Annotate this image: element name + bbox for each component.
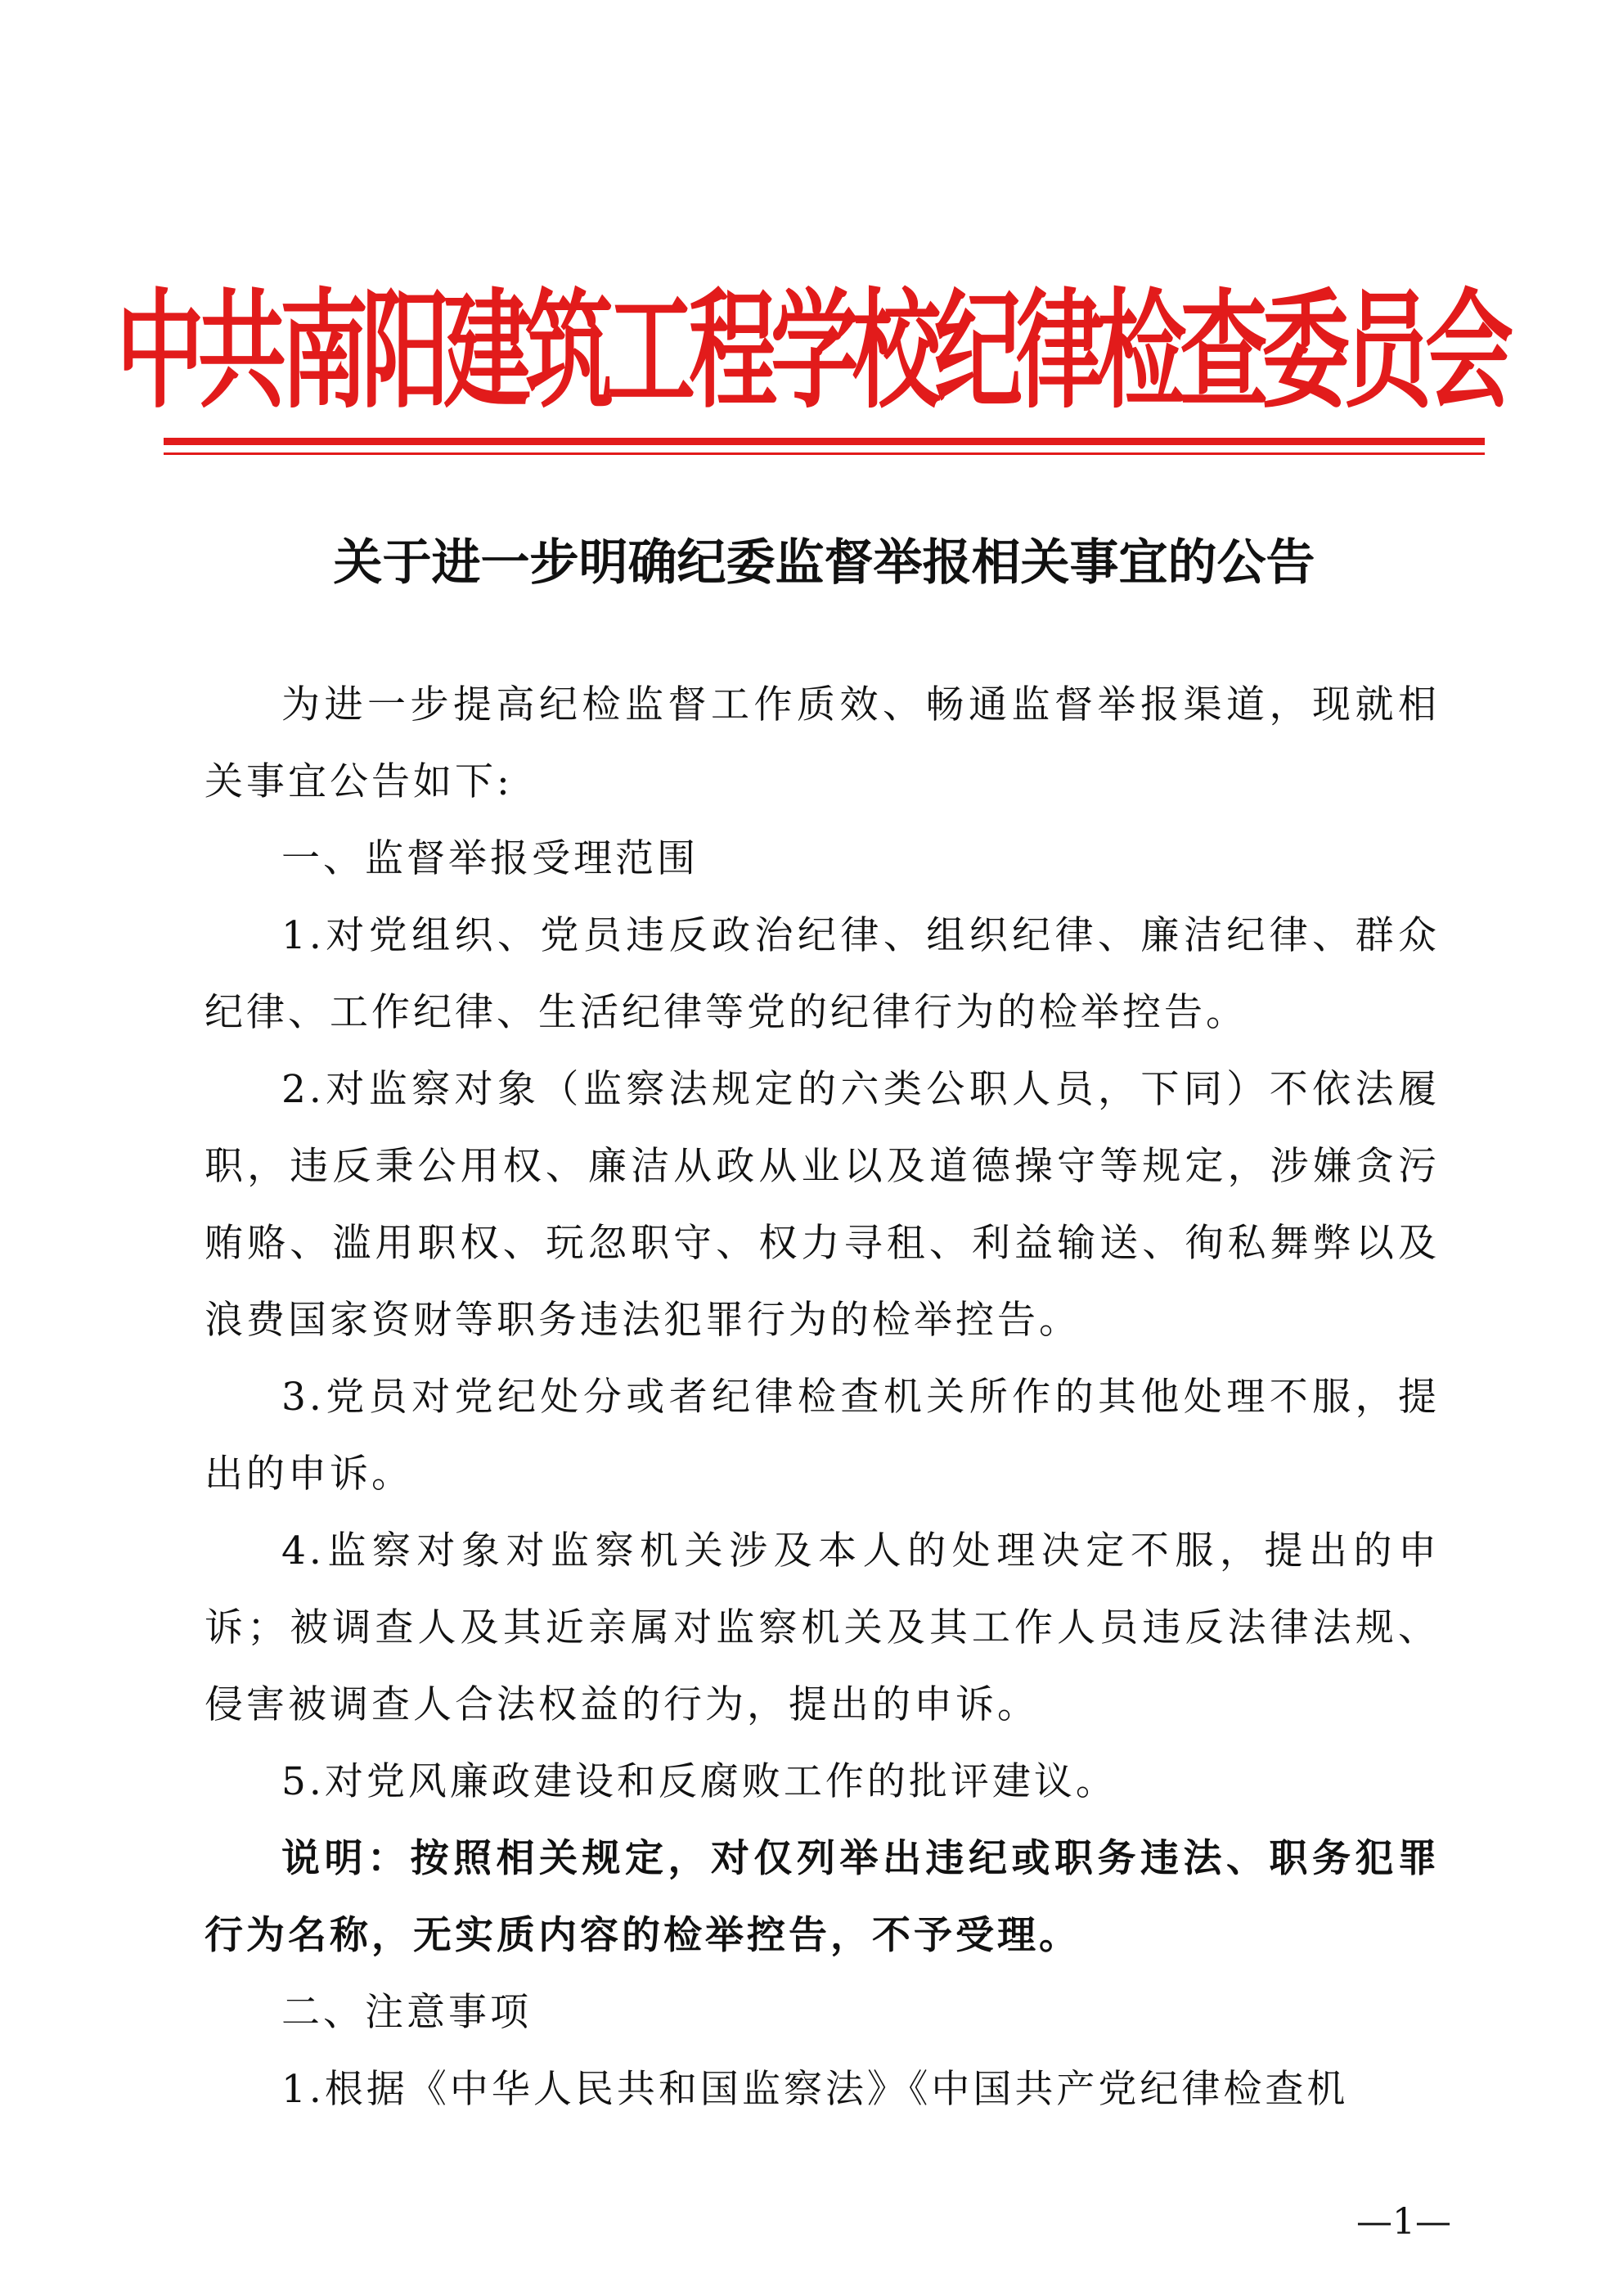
section-1-item-1: 1.对党组织、党员违反政治纪律、组织纪律、廉洁纪律、群众纪律、工作纪律、生活纪律等党的纪律行为的检举控告。 [205, 913, 1440, 1035]
section-1-item-3: 3.党员对党纪处分或者纪律检查机关所作的其他处理不服，提出的申诉。 [205, 1375, 1440, 1497]
section-1-note: 说明：按照相关规定，对仅列举出违纪或职务违法、职务犯罪行为名称，无实质内容的检举控告，不予受理。 [205, 1836, 1440, 1958]
intro-paragraph: 为进一步提高纪检监督工作质效、畅通监督举报渠道，现就相关事宜公告如下: [205, 682, 1440, 804]
document-body [205, 667, 1440, 2128]
section-2-item-1: 1.根据《中华人民共和国监察法》《中国共产党纪律检查机 [281, 2067, 1349, 2112]
masthead-organization: 中共南阳建筑工程学校纪律检查委员会 [116, 276, 1508, 426]
section-1-heading: 一、监督举报受理范围 [281, 836, 699, 881]
page-number: —1— [1356, 2201, 1451, 2243]
section-1-item-5: 5.对党风廉政建设和反腐败工作的批评建议。 [281, 1759, 1117, 1804]
masthead-red-rule-thin [164, 452, 1485, 455]
section-1-item-2: 2.对监察对象（监察法规定的六类公职人员，下同）不依法履职，违反秉公用权、廉洁从政从业以及道德操守等规定，涉嫌贪污贿赂、滥用职权、玩忽职守、权力寻租、利益输送、徇私舞弊以及浪费国家资财等职务违法犯罪行为的检举控告。 [205, 1067, 1440, 1343]
section-1-item-4: 4.监察对象对监察机关涉及本人的处理决定不服，提出的申诉；被调查人及其近亲属对监察机关及其工作人员违反法律法规、侵害被调查人合法权益的行为，提出的申诉。 [205, 1528, 1440, 1727]
document-title: 关于进一步明确纪委监督举报相关事宜的公告 [333, 534, 1315, 592]
masthead-red-rule-thick [164, 438, 1485, 445]
section-2-heading: 二、注意事项 [281, 1990, 532, 2035]
